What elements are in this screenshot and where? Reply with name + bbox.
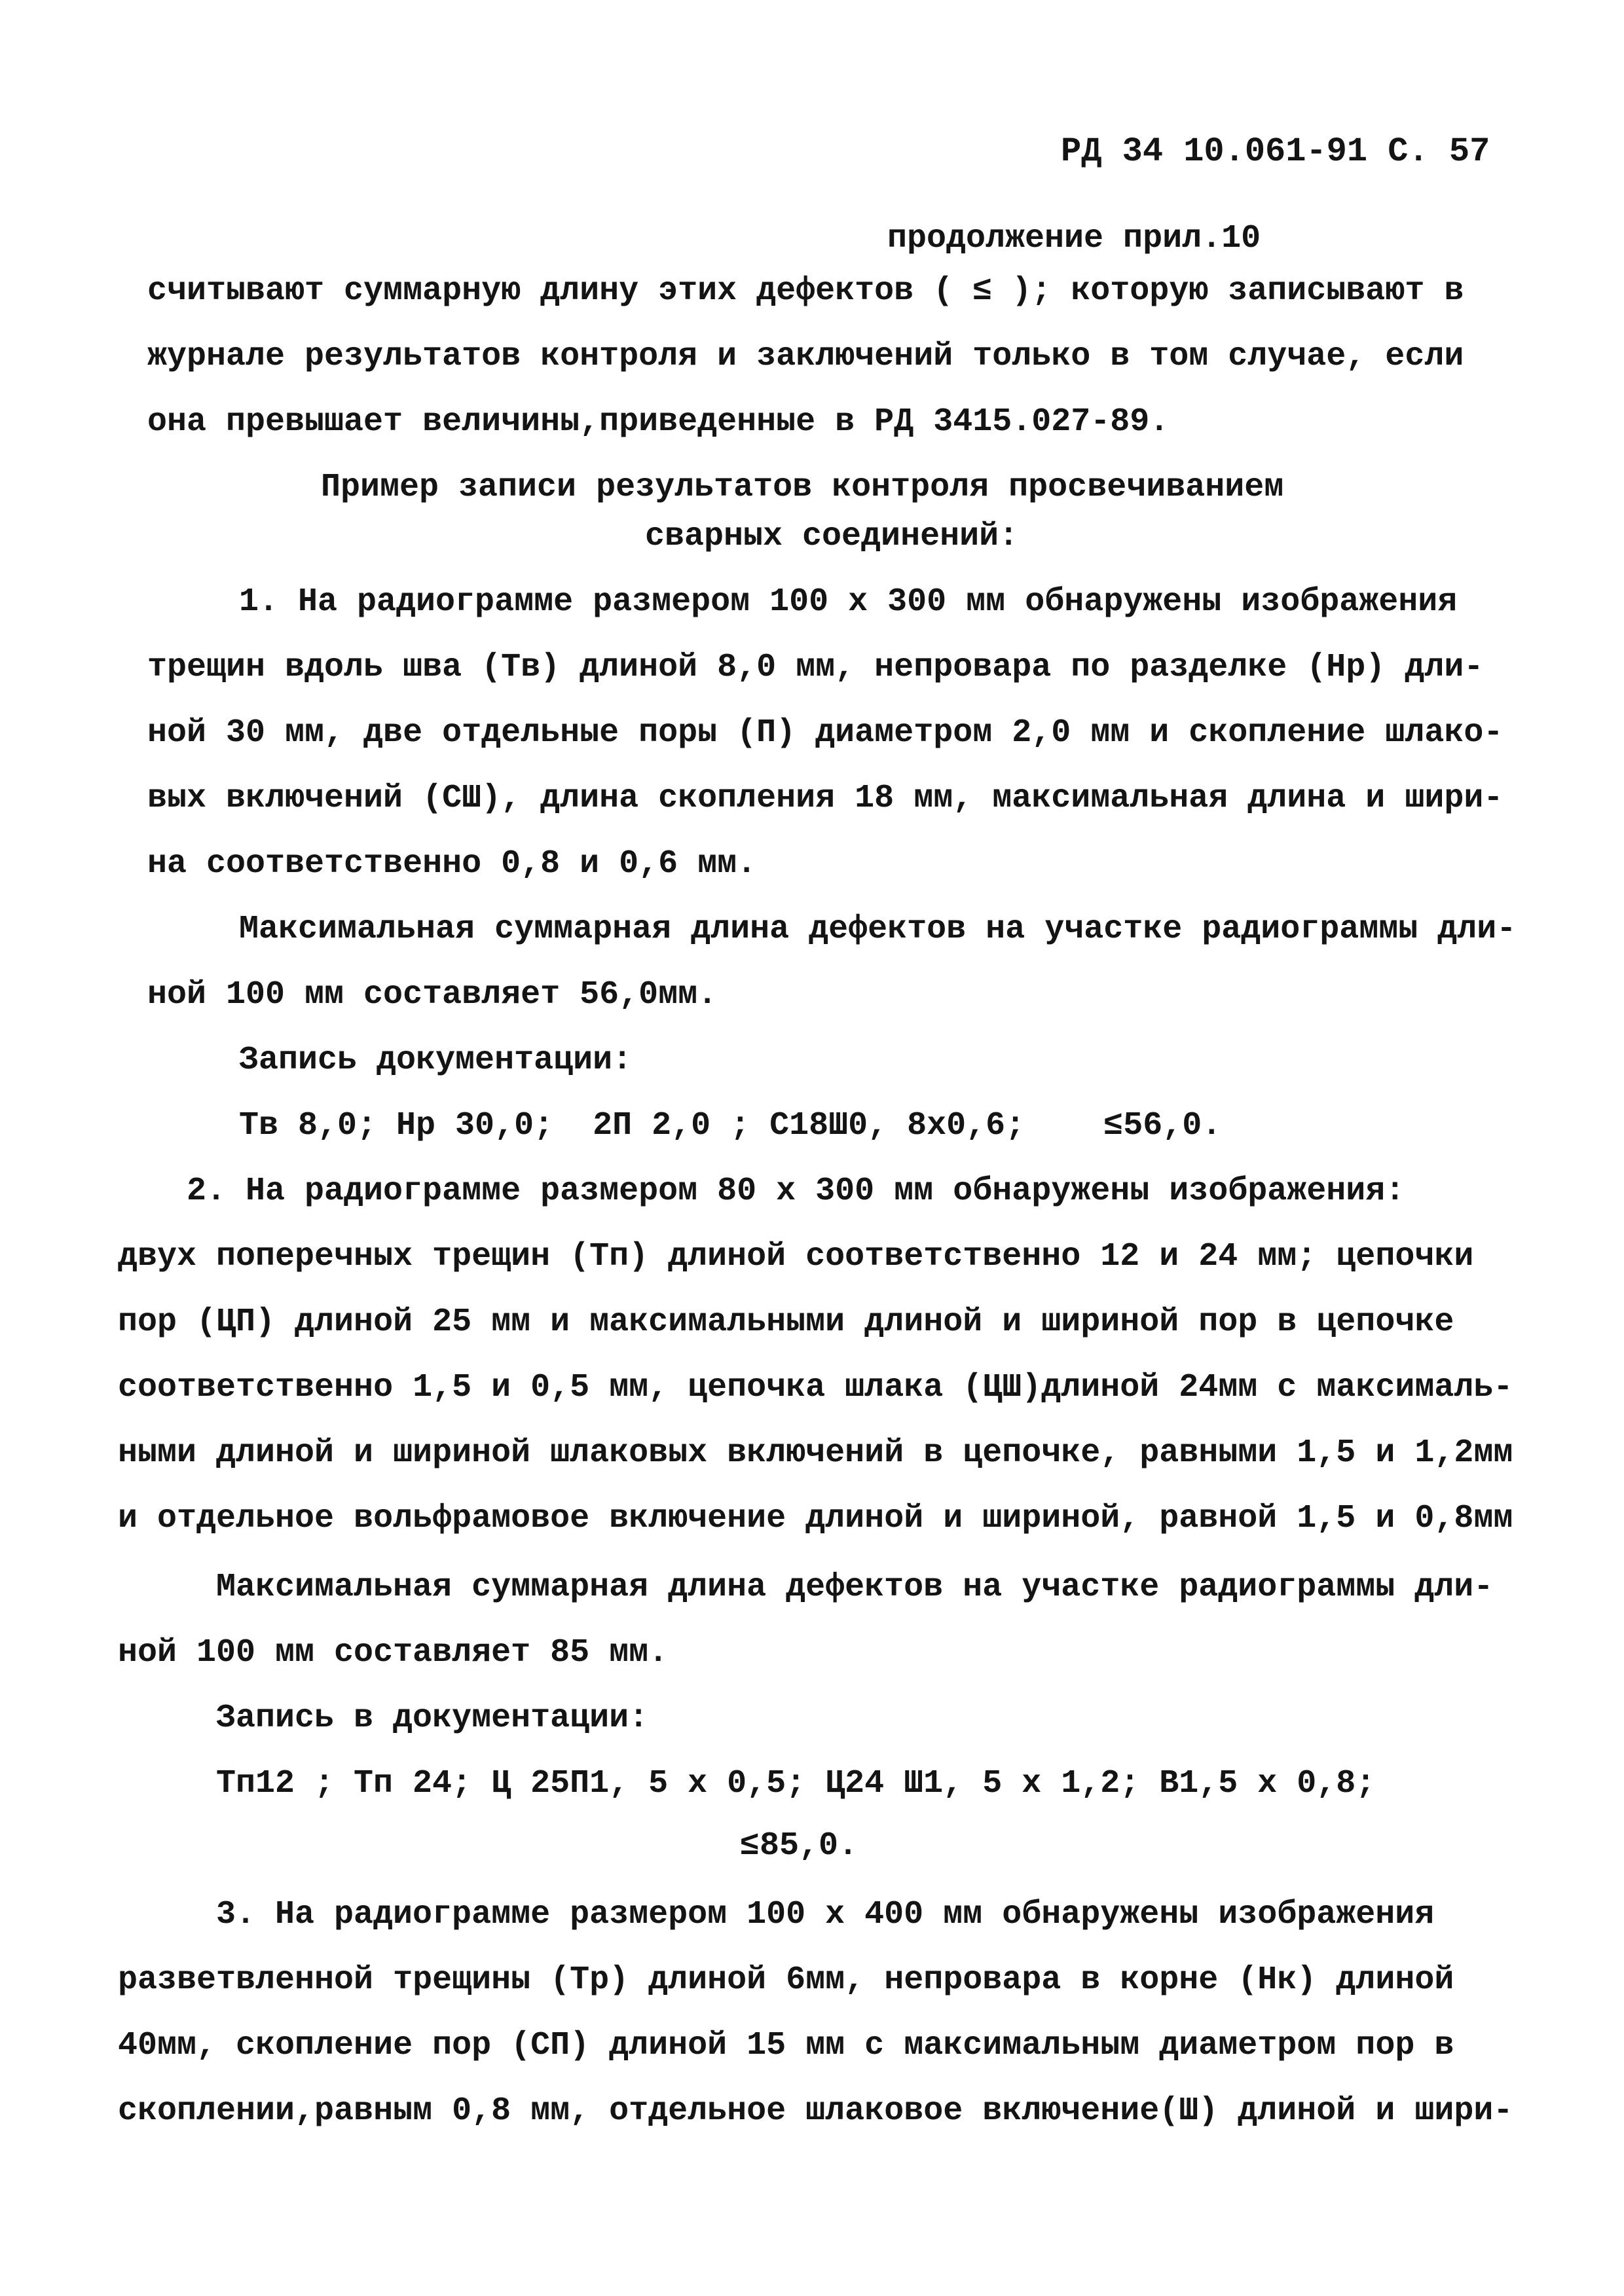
- example1-line: 1. На радиограмме размером 100 x 300 мм обнаружены изображения: [239, 583, 1458, 621]
- intro-line: она превышает величины,приведенные в РД 3415.027-89.: [147, 403, 1170, 441]
- example3-line: скоплении,равным 0,8 мм, отдельное шлаковое включение(Ш) длиной и шири-: [118, 2092, 1513, 2130]
- section-title: Пример записи результатов контроля просвечиванием: [321, 469, 1284, 506]
- example2-line: соответственно 1,5 и 0,5 мм, цепочка шлака (ЦШ)длиной 24мм с максималь-: [118, 1369, 1513, 1406]
- example2-sum: ной 100 мм составляет 85 мм.: [118, 1634, 669, 1671]
- example2-line: и отдельное вольфрамовое включение длиной и шириной, равной 1,5 и 0,8мм: [118, 1500, 1513, 1537]
- example2-line: пор (ЦП) длиной 25 мм и максимальными длиной и шириной пор в цепочке: [118, 1303, 1454, 1341]
- example2-line: двух поперечных трещин (Тп) длиной соответственно 12 и 24 мм; цепочки: [118, 1238, 1474, 1275]
- example2-sum: Максимальная суммарная длина дефектов на участке радиограммы дли-: [216, 1569, 1494, 1606]
- example3-line: 3. На радиограмме размером 100 x 400 мм обнаружены изображения: [216, 1896, 1435, 1933]
- example2-line: ными длиной и шириной шлаковых включений в цепочке, равными 1,5 и 1,2мм: [118, 1434, 1513, 1472]
- example1-line: вых включений (СШ), длина скопления 18 мм, максимальная длина и шири-: [147, 780, 1504, 817]
- example2-record-label: Запись в документации:: [216, 1700, 649, 1737]
- example3-line: разветвленной трещины (Тр) длиной 6мм, непровара в корне (Нк) длиной: [118, 1961, 1454, 1999]
- example1-record: Тв 8,0; Нр 30,0; 2П 2,0 ; С18Ш0, 8x0,6; ≤56,0.: [239, 1107, 1222, 1144]
- example1-record-label: Запись документации:: [239, 1042, 633, 1079]
- example2-record-sum: ≤85,0.: [740, 1827, 858, 1865]
- example1-line: на соответственно 0,8 и 0,6 мм.: [147, 845, 757, 883]
- section-title: сварных соединений:: [645, 518, 1019, 555]
- intro-line: считывают суммарную длину этих дефектов ( ≤ ); которую записывают в: [147, 272, 1464, 310]
- document-reference: РД 34 10.061-91 С. 57: [1061, 132, 1490, 171]
- intro-line: журнале результатов контроля и заключений только в том случае, если: [147, 338, 1464, 375]
- example1-line: трещин вдоль шва (Тв) длиной 8,0 мм, непровара по разделке (Нр) дли-: [147, 649, 1484, 686]
- example1-sum: Максимальная суммарная длина дефектов на участке радиограммы дли-: [239, 911, 1517, 948]
- example2-line: 2. На радиограмме размером 80 x 300 мм обнаружены изображения:: [187, 1173, 1405, 1210]
- continuation-note: продолжение прил.10: [887, 220, 1261, 257]
- example1-sum: ной 100 мм составляет 56,0мм.: [147, 976, 718, 1013]
- example2-record: Тп12 ; Тп 24; Ц 25П1, 5 x 0,5; Ц24 Ш1, 5 x 1,2; В1,5 x 0,8;: [216, 1765, 1376, 1802]
- example3-line: 40мм, скопление пор (СП) длиной 15 мм с максимальным диаметром пор в: [118, 2027, 1454, 2064]
- example1-line: ной 30 мм, две отдельные поры (П) диаметром 2,0 мм и скопление шлако-: [147, 714, 1504, 752]
